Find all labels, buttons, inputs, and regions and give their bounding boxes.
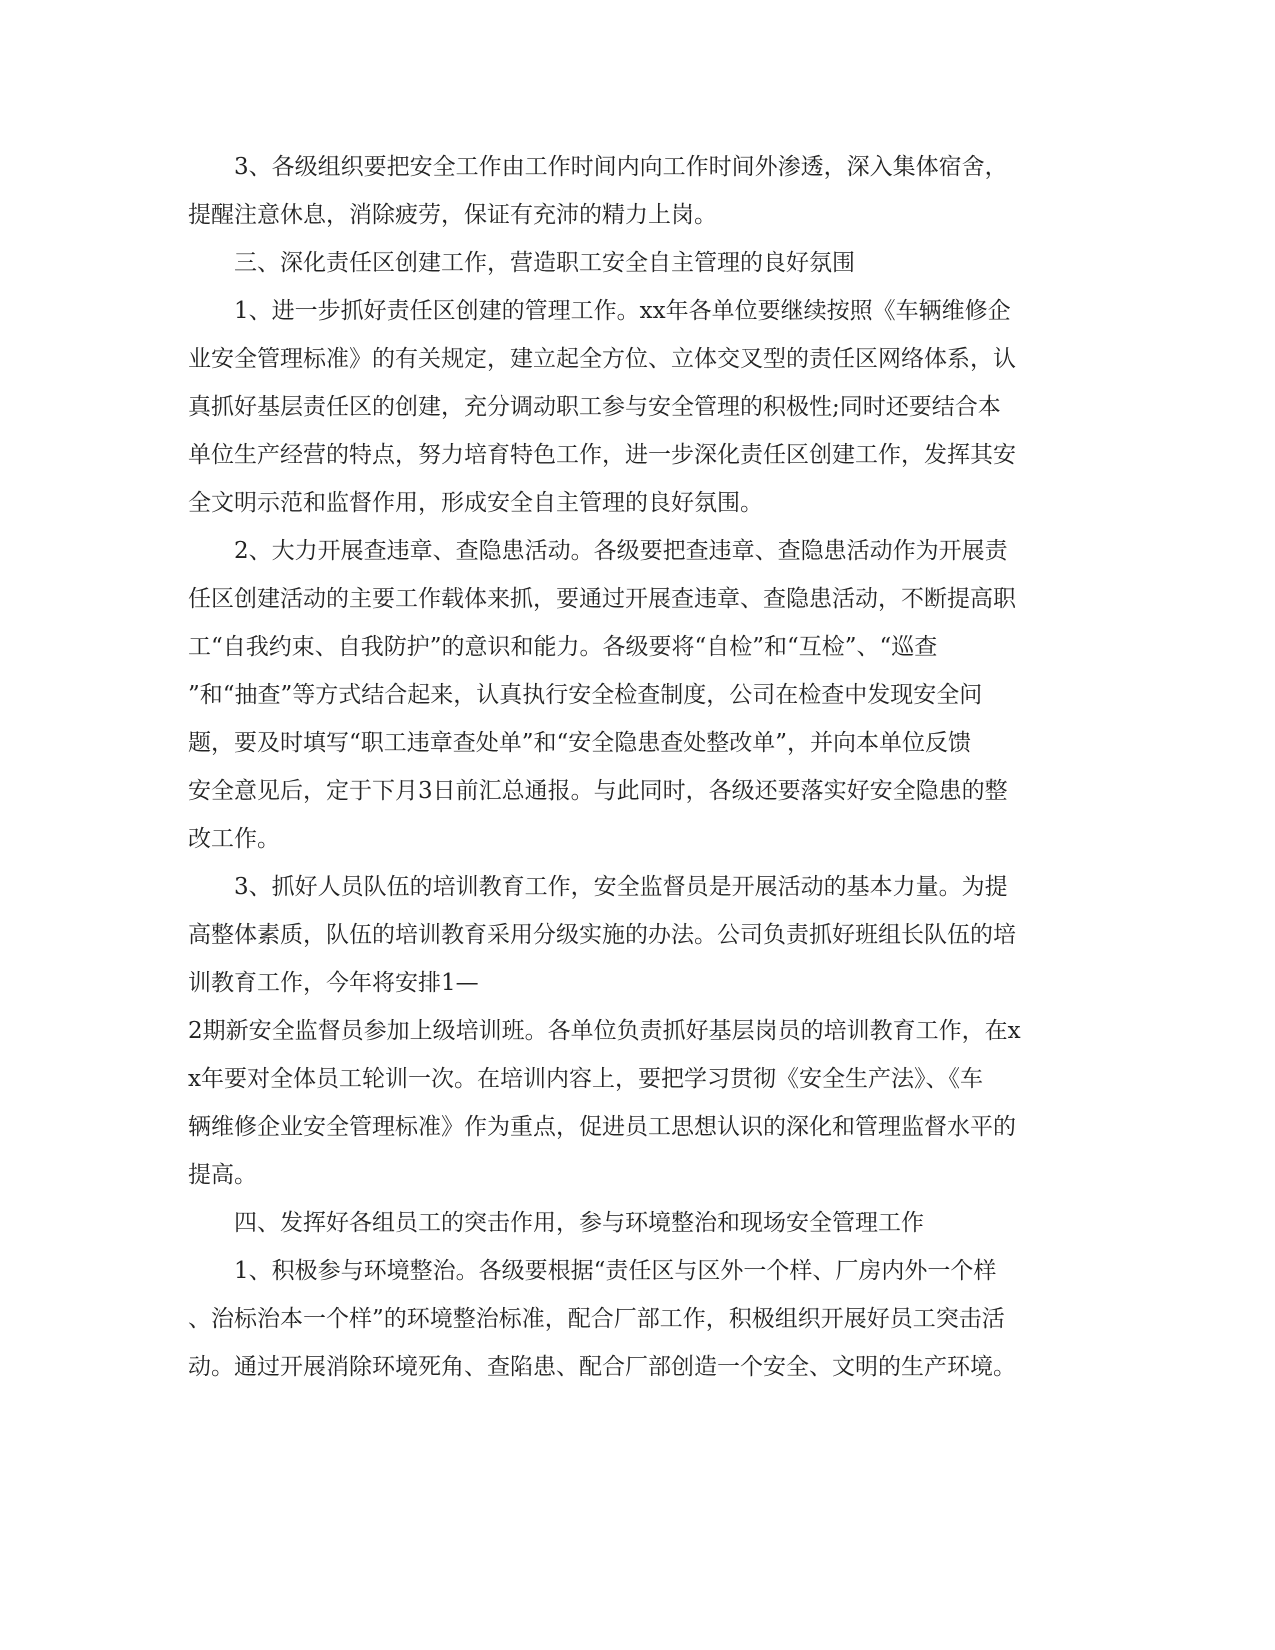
text-line: 业安全管理标准》的有关规定，建立起全方位、立体交叉型的责任区网络体系，认 [188, 346, 1016, 372]
text-line: 2、大力开展查违章、查隐患活动。各级要把查违章、查隐患活动作为开展责 [234, 538, 1008, 564]
text-line: 全文明示范和监督作用，形成安全自主管理的良好氛围。 [188, 490, 763, 516]
text-line: 、治标治本一个样”的环境整治标准，配合厂部工作，积极组织开展好员工突击活 [188, 1306, 1005, 1332]
text-line: 1、积极参与环境整治。各级要根据“责任区与区外一个样、厂房内外一个样 [234, 1258, 997, 1284]
text-line: 提高。 [188, 1162, 257, 1188]
text-line: 四、发挥好各组员工的突击作用，参与环境整治和现场安全管理工作 [234, 1210, 924, 1236]
text-line: 任区创建活动的主要工作载体来抓，要通过开展查违章、查隐患活动，不断提高职 [188, 586, 1016, 612]
text-line: 3、抓好人员队伍的培训教育工作，安全监督员是开展活动的基本力量。为提 [234, 874, 1008, 900]
text-line: 动。通过开展消除环境死角、查陷患、配合厂部创造一个安全、文明的生产环境。 [188, 1354, 1016, 1380]
text-line: 题，要及时填写“职工违章查处单”和“安全隐患查处整改单”，并向本单位反馈 [188, 730, 972, 756]
text-line: 改工作。 [188, 826, 280, 852]
text-line: 工“自我约束、自我防护”的意识和能力。各级要将“自检”和“互检”、“巡查 [188, 634, 938, 660]
text-line: 1、进一步抓好责任区创建的管理工作。xx年各单位要继续按照《车辆维修企 [234, 298, 1011, 324]
text-line: 训教育工作，今年将安排1— [188, 970, 479, 996]
text-line: 真抓好基层责任区的创建，充分调动职工参与安全管理的积极性;同时还要结合本 [188, 394, 1001, 420]
text-line: 单位生产经营的特点，努力培育特色工作，进一步深化责任区创建工作，发挥其安 [188, 442, 1016, 468]
text-line: 2期新安全监督员参加上级培训班。各单位负责抓好基层岗员的培训教育工作，在x [188, 1018, 1021, 1044]
text-line: 高整体素质，队伍的培训教育采用分级实施的办法。公司负责抓好班组长队伍的培 [188, 922, 1016, 948]
document-body [188, 143, 1088, 1391]
text-line: 3、各级组织要把安全工作由工作时间内向工作时间外渗透，深入集体宿舍， [234, 154, 1008, 180]
text-line: x年要对全体员工轮训一次。在培训内容上，要把学习贯彻《安全生产法》、《车 [188, 1066, 983, 1092]
text-line: ”和“抽查”等方式结合起来，认真执行安全检查制度，公司在检查中发现安全问 [188, 682, 983, 708]
text-line: 安全意见后，定于下月3日前汇总通报。与此同时，各级还要落实好安全隐患的整 [188, 778, 1008, 804]
text-line: 三、深化责任区创建工作，营造职工安全自主管理的良好氛围 [234, 250, 855, 276]
text-line: 提醒注意休息，消除疲劳，保证有充沛的精力上岗。 [188, 202, 717, 228]
text-line: 辆维修企业安全管理标准》作为重点，促进员工思想认识的深化和管理监督水平的 [188, 1114, 1016, 1140]
